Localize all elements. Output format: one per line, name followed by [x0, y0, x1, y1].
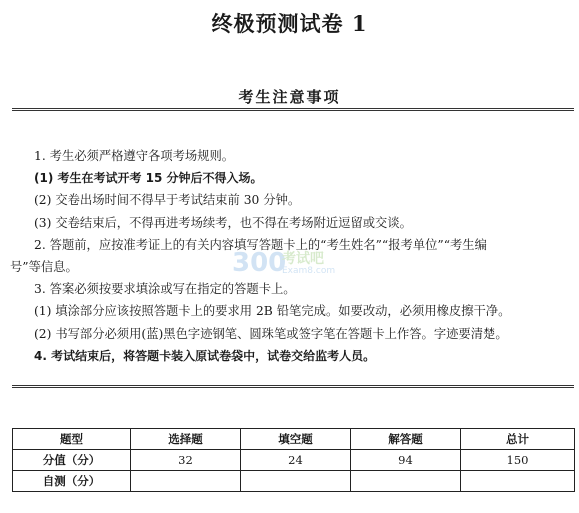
row-label-score: 分值（分） [13, 450, 131, 471]
score-total: 150 [461, 450, 575, 471]
header-cell-solve: 解答题 [351, 429, 461, 450]
table-row [13, 471, 575, 492]
notice-item: 4. 考试结束后，将答题卡装入原试卷袋中，试卷交给监考人员。 [34, 348, 376, 363]
score-fill: 24 [241, 450, 351, 471]
bottom-divider [12, 385, 574, 388]
watermark-url: Exam8.com [282, 266, 336, 276]
header-cell-choice: 选择题 [131, 429, 241, 450]
top-divider [12, 108, 574, 111]
watermark-text: 考试吧 [282, 251, 324, 267]
notice-item: (1) 填涂部分应该按照答题卡上的要求用 2B 铅笔完成。如要改动，必须用橡皮擦干净。 [34, 304, 511, 319]
row-label-self-test: 自测（分） [13, 471, 131, 492]
table-header-row [13, 429, 575, 450]
page-title: 终极预测试卷 1 [211, 11, 368, 36]
notice-item: (2) 书写部分必须用(蓝)黑色字迹钢笔、圆珠笔或签字笔在答题卡上作答。字迹要清楚。 [34, 326, 508, 341]
notice-heading: 考生注意事项 [238, 88, 341, 106]
notice-item-continuation: 号”等信息。 [10, 260, 78, 275]
notice-item: (2) 交卷出场时间不得早于考试结束前 30 分钟。 [34, 193, 301, 208]
notice-item: 3. 答案必须按要求填涂或写在指定的答题卡上。 [34, 282, 296, 297]
score-solve: 94 [351, 450, 461, 471]
score-choice: 32 [131, 450, 241, 471]
table-row [13, 450, 575, 471]
header-cell-fill: 填空题 [241, 429, 351, 450]
watermark-logo [232, 246, 352, 286]
header-cell-total: 总计 [461, 429, 575, 450]
header-cell-type: 题型 [13, 429, 131, 450]
self-test-total[interactable] [461, 471, 575, 492]
self-test-solve[interactable] [351, 471, 461, 492]
notice-item: (3) 交卷结束后，不得再进考场续考，也不得在考场附近逗留或交谈。 [34, 215, 412, 230]
notice-item: (1) 考生在考试开考 15 分钟后不得入场。 [34, 171, 263, 186]
self-test-fill[interactable] [241, 471, 351, 492]
self-test-choice[interactable] [131, 471, 241, 492]
score-table [12, 428, 575, 492]
watermark-number: 300 [232, 248, 287, 278]
notice-item: 1. 考生必须严格遵守各项考场规则。 [34, 149, 235, 163]
notice-item: 2. 答题前，应按准考证上的有关内容填写答题卡上的“考生姓名”“报考单位”“考生编 [34, 237, 487, 252]
